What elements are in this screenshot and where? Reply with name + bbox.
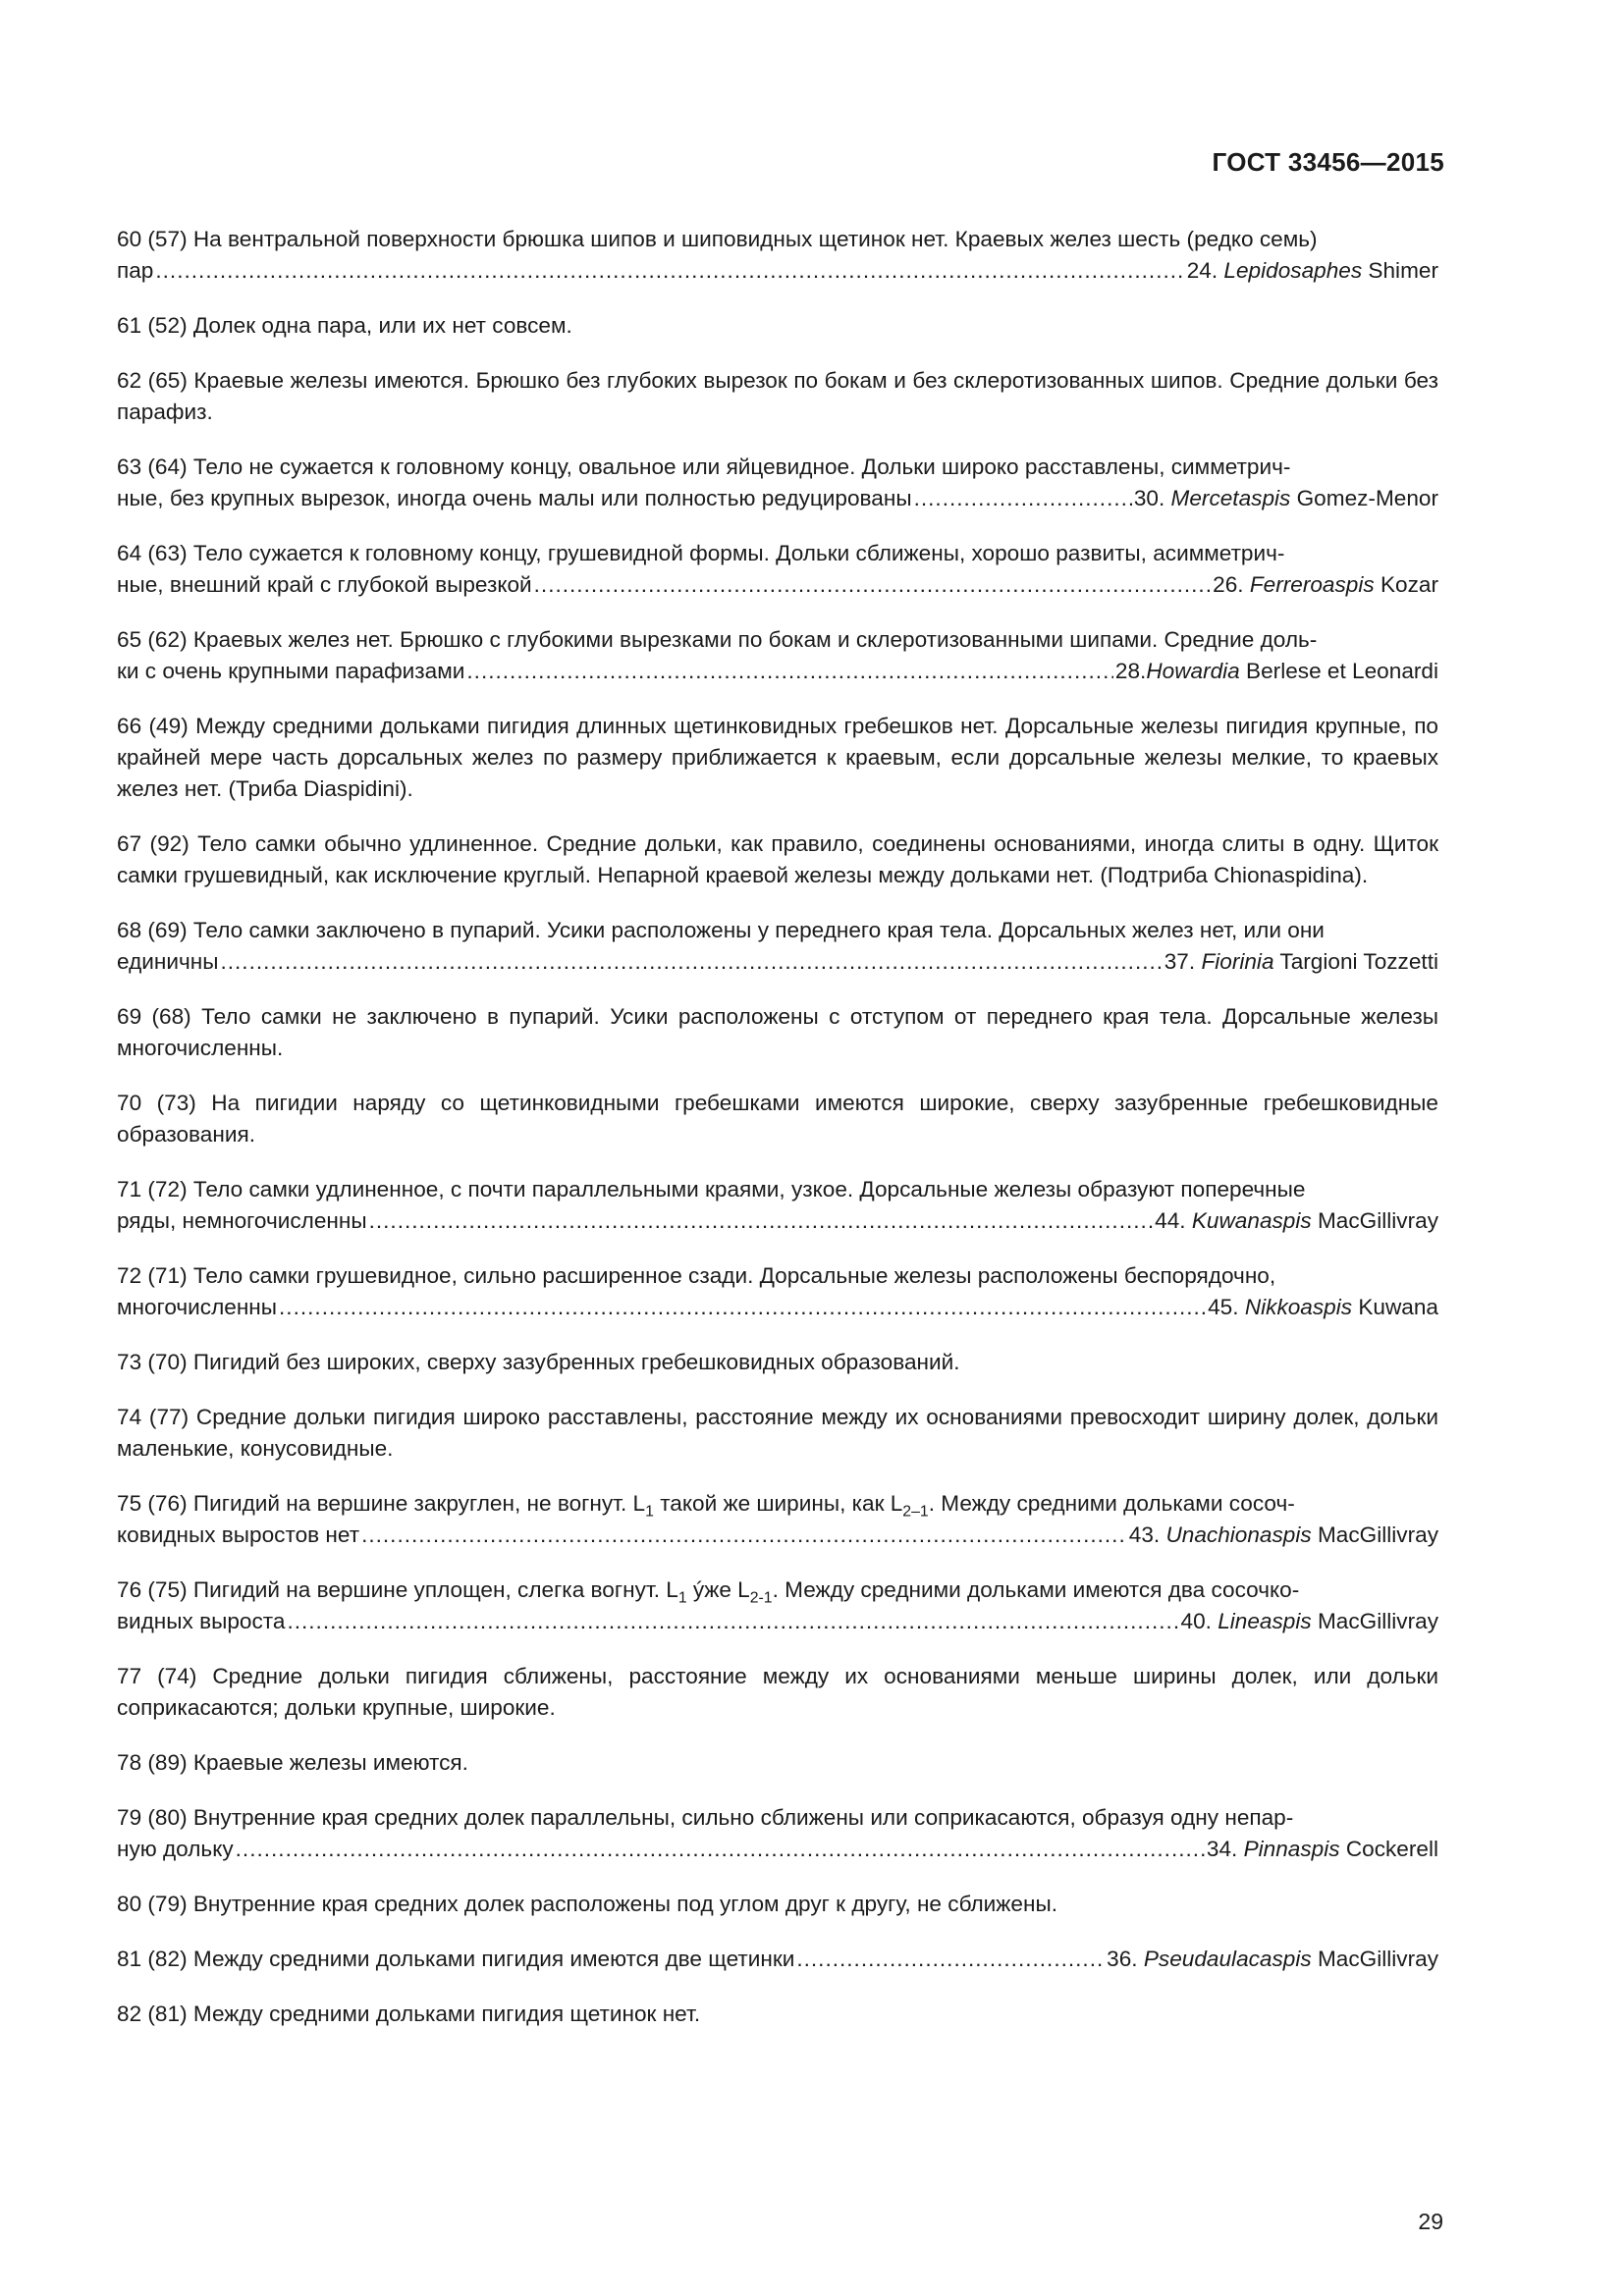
- key-entry-76: [117, 1575, 1438, 1637]
- leader-dots: [220, 946, 1162, 978]
- entry-text: 62 (65) Краевые железы имеются. Брюшко без глубоких вырезок по бокам и без склеротизованных шипов. Средние дольки без парафиз.: [117, 368, 1438, 424]
- entry-text: 61 (52) Долек одна пара, или их нет совсем.: [117, 313, 572, 338]
- entry-text: 68 (69) Тело самки заключено в пупарий. Усики расположены у переднего края тела. Дорсальных желез нет, или они: [117, 918, 1325, 942]
- genus-name: Ferreroaspis: [1249, 572, 1375, 597]
- leader-dots: [466, 656, 1113, 687]
- entry-text: 82 (81) Между средними дольками пигидия щетинок нет.: [117, 2002, 701, 2026]
- entry-text: 64 (63) Тело сужается к головному концу, грушевидной формы. Дольки сближены, хорошо развиты, асимметрич-: [117, 541, 1285, 565]
- genus-reference: 34. Pinnaspis Cockerell: [1206, 1837, 1438, 1861]
- genus-reference: 36. Pseudaulacaspis MacGillivray: [1107, 1947, 1438, 1971]
- key-entry-61: [117, 310, 1438, 342]
- genus-name: Lepidosaphes: [1223, 258, 1363, 283]
- entry-text: 69 (68) Тело самки не заключено в пупарий. Усики расположены с отступом от переднего края тела. Дорсальные железы многочисленны.: [117, 1004, 1438, 1060]
- entry-result: [117, 1205, 1438, 1237]
- key-entry-60: [117, 224, 1438, 287]
- genus-author: Targioni Tozzetti: [1279, 949, 1438, 974]
- subscript: 1: [645, 1503, 654, 1521]
- entry-result: [117, 255, 1438, 287]
- leader-dots: [287, 1606, 1178, 1637]
- entry-result: [117, 1834, 1438, 1865]
- entry-text-end: ковидных выростов нет: [117, 1522, 360, 1547]
- entry-text-end: ные, внешний край с глубокой вырезкой: [117, 572, 532, 597]
- key-entry-66: [117, 711, 1438, 805]
- genus-name: Mercetaspis: [1170, 486, 1291, 510]
- genus-reference: 28.Howardia Berlese et Leonardi: [1114, 659, 1438, 683]
- leader-dots: [236, 1834, 1205, 1865]
- key-entry-74: [117, 1402, 1438, 1465]
- genus-name: Fiorinia: [1201, 949, 1274, 974]
- entry-text-end: ные, без крупных вырезок, иногда очень малы или полностью редуцированы: [117, 486, 912, 510]
- subscript: 2–1: [902, 1503, 929, 1521]
- genus-name: Kuwanaspis: [1191, 1208, 1312, 1233]
- entry-result: [117, 483, 1438, 514]
- entry-text-end: ряды, немногочисленны: [117, 1208, 367, 1233]
- leader-dots: [796, 1944, 1105, 1975]
- entry-text: 77 (74) Средние дольки пигидия сближены, расстояние между их основаниями меньше ширины долек, или дольки соприкасаются; дольки крупные, широкие.: [117, 1664, 1438, 1720]
- key-entry-68: [117, 915, 1438, 978]
- entry-text: 80 (79) Внутренние края средних долек расположены под углом друг к другу, не сближены.: [117, 1892, 1057, 1916]
- entry-text-end: единичны: [117, 949, 219, 974]
- leader-dots: [279, 1292, 1206, 1323]
- entry-result: [117, 656, 1438, 687]
- genus-name: Pinnaspis: [1243, 1837, 1340, 1861]
- genus-reference: 44. Kuwanaspis MacGillivray: [1155, 1208, 1438, 1233]
- genus-author: MacGillivray: [1317, 1947, 1438, 1971]
- entry-text: 72 (71) Тело самки грушевидное, сильно расширенное сзади. Дорсальные железы расположены беспорядочно,: [117, 1263, 1276, 1288]
- genus-reference: 45. Nikkoaspis Kuwana: [1208, 1295, 1438, 1319]
- key-entry-80: [117, 1889, 1438, 1920]
- genus-reference: 24. Lepidosaphes Shimer: [1186, 258, 1438, 283]
- genus-reference: 37. Fiorinia Targioni Tozzetti: [1164, 949, 1438, 974]
- key-entry-71: [117, 1174, 1438, 1237]
- key-entry-63: [117, 452, 1438, 514]
- leader-dots: [155, 255, 1184, 287]
- key-entry-69: [117, 1001, 1438, 1064]
- entry-text-end: ную дольку: [117, 1837, 234, 1861]
- key-entry-79: [117, 1802, 1438, 1865]
- key-entry-67: [117, 828, 1438, 891]
- entry-text: 65 (62) Краевых желез нет. Брюшко с глубокими вырезками по бокам и склеротизованными шипами. Средние доль-: [117, 627, 1318, 652]
- subscript: 1: [677, 1589, 687, 1607]
- key-entry-62: [117, 365, 1438, 428]
- entry-text: 76 (75) Пигидий на вершине уплощен, слегка вогнут. $L_1$ ýже $L_{2-1}$. Между средними дольками имеются два сосочко-: [117, 1577, 1300, 1607]
- genus-name: Nikkoaspis: [1244, 1295, 1353, 1319]
- entry-result: [117, 1944, 1438, 1975]
- genus-name: Lineaspis: [1218, 1609, 1312, 1633]
- genus-author: Berlese et Leonardi: [1246, 659, 1438, 683]
- entry-result: [117, 1292, 1438, 1323]
- leader-dots: [361, 1520, 1127, 1551]
- page-number: 29: [1418, 2209, 1443, 2234]
- key-entry-75: [117, 1488, 1438, 1551]
- key-entry-78: [117, 1747, 1438, 1779]
- entry-text-end: пар: [117, 258, 154, 283]
- entry-text-end: видных выроста: [117, 1609, 286, 1633]
- entry-text: 75 (76) Пигидий на вершине закруглен, не вогнут. $L_1$ такой же ширины, как $L_{2-1}$. Между средними дольками сосоч-: [117, 1491, 1295, 1521]
- subscript: 2-1: [749, 1589, 773, 1607]
- genus-author: Kuwana: [1358, 1295, 1438, 1319]
- entry-result: [117, 1606, 1438, 1637]
- key-entry-65: [117, 624, 1438, 687]
- key-entry-82: [117, 1999, 1438, 2030]
- key-entry-77: [117, 1661, 1438, 1724]
- entry-text: 71 (72) Тело самки удлиненное, с почти параллельными краями, узкое. Дорсальные железы образуют поперечные: [117, 1177, 1306, 1201]
- entry-text: 63 (64) Тело не сужается к головному концу, овальное или яйцевидное. Дольки широко расставлены, симметрич-: [117, 454, 1291, 479]
- entry-text: 66 (49) Между средними дольками пигидия длинных щетинковидных гребешков нет. Дорсальные железы пигидия крупные, по крайней мере часть дорсальных желез по размеру приближается к краевым, если дорсальные железы мелкие, то краевых желез нет. (Триба Diaspidini).: [117, 714, 1438, 801]
- document-code: ГОСТ 33456—2015: [1212, 147, 1444, 177]
- leader-dots: [369, 1205, 1154, 1237]
- genus-author: MacGillivray: [1317, 1208, 1438, 1233]
- genus-name: Unachionaspis: [1165, 1522, 1312, 1547]
- entry-text: 60 (57) На вентральной поверхности брюшка шипов и шиповидных щетинок нет. Краевых желез шесть (редко семь): [117, 227, 1318, 251]
- entry-text: 81 (82) Между средними дольками пигидия имеются две щетинки: [117, 1947, 795, 1971]
- entry-result: [117, 569, 1438, 601]
- genus-name: Howardia: [1146, 659, 1240, 683]
- entry-text: 74 (77) Средние дольки пигидия широко расставлены, расстояние между их основаниями превосходит ширину долек, дольки маленькие, конусовидные.: [117, 1405, 1438, 1461]
- entry-text: 78 (89) Краевые железы имеются.: [117, 1750, 468, 1775]
- key-entry-73: [117, 1347, 1438, 1378]
- entry-text: 67 (92) Тело самки обычно удлиненное. Средние дольки, как правило, соединены основаниями, иногда слиты в одну. Щиток самки грушевидный, как исключение круглый. Непарной краевой железы между дольками нет. (Подтриба Chionaspidina).: [117, 831, 1438, 887]
- key-entry-72: [117, 1260, 1438, 1323]
- entry-text: 79 (80) Внутренние края средних долек параллельны, сильно сближены или соприкасаются, образуя одну непар-: [117, 1805, 1294, 1830]
- genus-author: Shimer: [1368, 258, 1438, 283]
- genus-reference: 30. Mercetaspis Gomez-Menor: [1133, 486, 1438, 510]
- entry-result: [117, 1520, 1438, 1551]
- key-entry-64: [117, 538, 1438, 601]
- genus-reference: 43. Unachionaspis MacGillivray: [1128, 1522, 1438, 1547]
- entry-text-end: многочисленны: [117, 1295, 278, 1319]
- genus-author: Kozar: [1380, 572, 1438, 597]
- leader-dots: [534, 569, 1212, 601]
- entry-text: 70 (73) На пигидии наряду со щетинковидными гребешками имеются широкие, сверху зазубренные гребешковидные образования.: [117, 1091, 1438, 1147]
- key-entry-70: [117, 1088, 1438, 1150]
- key-entry-81: [117, 1944, 1438, 1975]
- genus-name: Pseudaulacaspis: [1143, 1947, 1312, 1971]
- genus-author: MacGillivray: [1317, 1522, 1438, 1547]
- entry-text-end: ки с очень крупными парафизами: [117, 659, 465, 683]
- genus-reference: 40. Lineaspis MacGillivray: [1180, 1609, 1438, 1633]
- genus-author: Cockerell: [1345, 1837, 1438, 1861]
- identification-key: [117, 224, 1438, 2054]
- entry-text: 73 (70) Пигидий без широких, сверху зазубренных гребешковидных образований.: [117, 1350, 960, 1374]
- leader-dots: [914, 483, 1132, 514]
- genus-reference: 26. Ferreroaspis Kozar: [1213, 572, 1438, 597]
- entry-result: [117, 946, 1438, 978]
- genus-author: Gomez-Menor: [1296, 486, 1438, 510]
- genus-author: MacGillivray: [1317, 1609, 1438, 1633]
